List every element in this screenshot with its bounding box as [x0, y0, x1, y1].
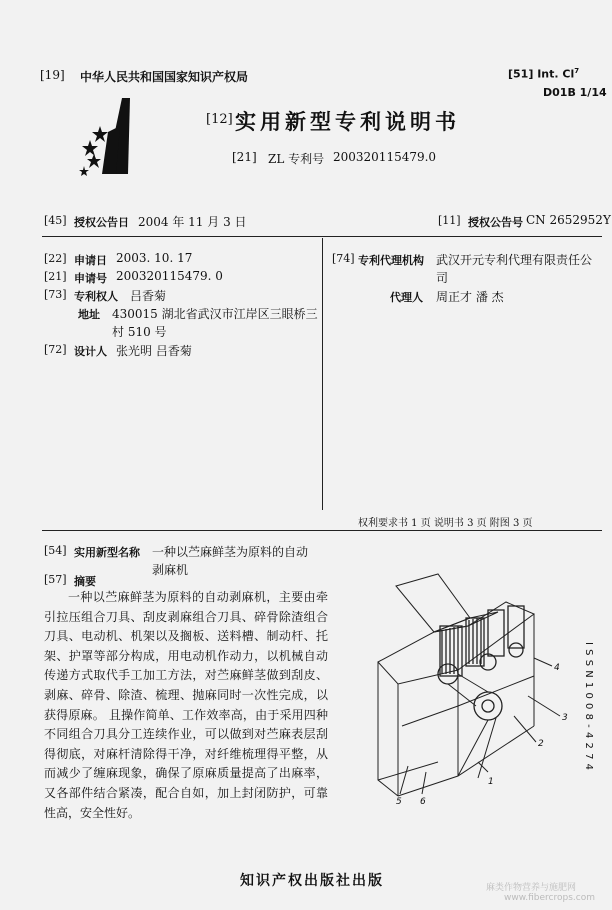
grant-pub-value: CN 2652952Y	[526, 213, 611, 227]
zl-label: ZL 专利号	[268, 152, 325, 166]
cutter-rollers	[438, 606, 524, 720]
utility-model-title-line2: 剥麻机	[152, 563, 189, 577]
figure-label: 5	[396, 797, 402, 807]
watermark-line1: 麻类作物营养与施肥网	[486, 883, 577, 893]
title-label: 实用新型名称	[74, 546, 140, 559]
office-name: 中华人民共和国国家知识产权局	[80, 70, 249, 84]
agent-value: 周正才 潘 杰	[436, 290, 504, 304]
agency-line1: 武汉开元专利代理有限责任公	[436, 253, 593, 267]
grant-pub-label: 授权公告号	[468, 216, 523, 229]
office-number: [19]	[40, 68, 65, 82]
divider-line	[42, 530, 602, 531]
appdate-value: 2003. 10. 17	[116, 251, 193, 265]
owner-num: [73]	[44, 288, 67, 301]
divider-line	[42, 236, 602, 237]
emblem-logo	[78, 96, 144, 176]
agency-num: [74]	[332, 252, 355, 265]
publisher-footer: 知识产权出版社出版	[240, 873, 384, 889]
figure-label: 6	[420, 797, 426, 807]
machine-frame	[378, 574, 534, 796]
owner-label: 专利权人	[74, 290, 118, 303]
appno-num: [21]	[44, 270, 67, 283]
figure-labels	[396, 663, 568, 807]
appdate-num: [22]	[44, 252, 67, 265]
figure-label: 1	[488, 777, 494, 787]
agency-line2: 司	[436, 271, 449, 285]
column-divider	[322, 238, 323, 510]
grant-date-num: [45]	[44, 214, 67, 227]
int-cl-label: [51] Int. Cl$^7$	[508, 67, 580, 81]
machine-drawing	[338, 566, 588, 846]
designer-label: 设计人	[74, 345, 107, 358]
page-count-summary: 权利要求书 1 页 说明书 3 页 附图 3 页	[358, 518, 533, 529]
doctype-number: [12]	[206, 112, 233, 127]
utility-model-title-line1: 一种以苎麻鲜茎为原料的自动	[152, 545, 309, 559]
int-cl-code: D01B 1/14	[543, 86, 607, 99]
zl-value: 200320115479.0	[333, 150, 437, 164]
appno-value: 200320115479. 0	[116, 269, 223, 283]
abstract-num: [57]	[44, 573, 67, 586]
belt-drive	[448, 674, 496, 778]
figure-label: 3	[562, 713, 568, 723]
address-line1: 430015 湖北省武汉市江岸区三眼桥三	[112, 307, 318, 321]
abstract-text: 一种以苎麻鲜茎为原料的自动剥麻机，主要由牵引拉压组合刀具、刮皮剥麻组合刀具、碎骨除渣组合刀具、电动机、机架以及搁板、送料槽、制动杆、托架、护罩等部分构成，用电动机作动力，以机械自动传递方式取代手工加工方法，对苎麻鲜茎做到刮皮、剥麻、碎骨、除渣、梳理、抛麻同时一次性完成，以获得原麻。 且操作简单、工作效率高，由于采用四种不同组合刀具分工连续作业，可以做到对苎麻表层刮得彻底，对麻杆清除得干净，对纤维梳理得平整，从而减少了缠麻现象，确保了原麻质量提高了出麻率，又各部件结合紧凑，配合自如，加上封闭防护，可靠性高，安全性好。	[44, 590, 328, 820]
designer-value: 张光明 吕香菊	[116, 344, 192, 358]
owner-value: 吕香菊	[130, 289, 167, 303]
grant-pub-num: [11]	[438, 214, 461, 227]
figure-label: 2	[538, 739, 544, 749]
watermark-line2: www.fibercrops.com	[504, 893, 595, 903]
address-label: 地址	[78, 308, 100, 321]
issn-vertical: ISSN1008-4274	[583, 642, 594, 775]
address-line2: 村 510 号	[112, 325, 167, 339]
appdate-label: 申请日	[74, 254, 107, 267]
title-num: [54]	[44, 544, 67, 557]
abstract-label: 摘要	[74, 575, 96, 588]
agency-label: 专利代理机构	[358, 254, 424, 267]
designer-num: [72]	[44, 343, 67, 356]
agent-label: 代理人	[390, 291, 423, 304]
zl-number: [21]	[232, 150, 257, 164]
figure-label: 4	[554, 663, 560, 673]
document-type-title: 实用新型专利说明书	[235, 110, 460, 134]
grant-date-label: 授权公告日	[74, 216, 129, 229]
grant-date-value: 2004 年 11 月 3 日	[138, 215, 247, 229]
appno-label: 申请号	[74, 272, 107, 285]
